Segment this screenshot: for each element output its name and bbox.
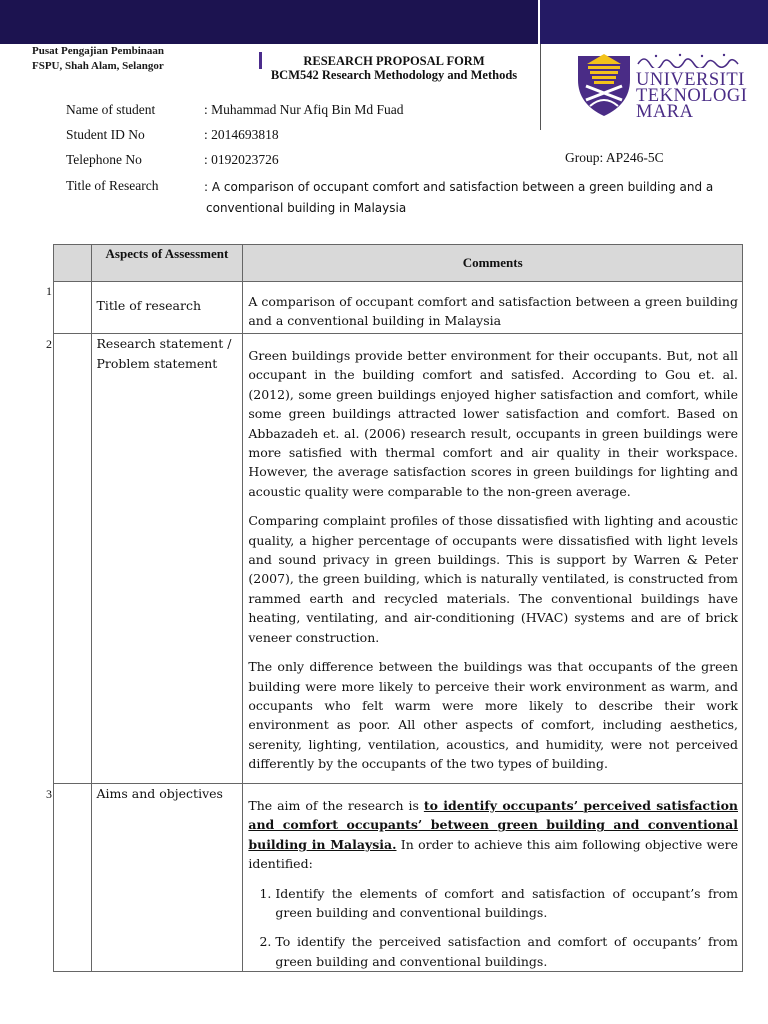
table-row <box>54 282 743 334</box>
aim-paragraph <box>248 796 738 874</box>
institution-block <box>32 44 164 74</box>
header-comments: Comments <box>243 245 743 282</box>
table-row <box>54 334 743 784</box>
research-title-value: : A comparison of occupant comfort and satisfaction between a green building and a <box>204 180 714 194</box>
row-blank-cell <box>54 784 92 972</box>
aspect-problem-statement: Research statement / Problem statement <box>91 334 243 784</box>
form-title-block <box>250 54 538 82</box>
crest-icon <box>574 50 634 118</box>
jawi-script-icon <box>636 52 740 68</box>
list-item: 1. Identify the elements of comfort and satisfaction of occupant’s from green building and conventional buildings. <box>275 884 738 923</box>
aim-suffix: In order to achieve this aim following objective were identified: <box>248 836 738 872</box>
form-title: RESEARCH PROPOSAL FORM <box>303 54 485 68</box>
header-divider-line <box>540 44 541 130</box>
objectives-list <box>248 884 738 972</box>
aspect-aims-objectives: Aims and objectives <box>91 784 243 972</box>
row-number-3: 3 <box>46 787 52 801</box>
logo-line-1: UNIVERSITI <box>636 70 745 90</box>
header-blank-cell <box>54 245 92 282</box>
table-header-row <box>54 245 743 282</box>
logo-line-3: MARA <box>636 102 694 122</box>
aspect-title-of-research: Title of research <box>91 282 243 334</box>
header-banner <box>0 0 768 44</box>
aim-statement: to identify occupants’ perceived satisfaction and comfort occupants’ between green building and conventional building in Malaysia. <box>248 798 738 852</box>
telephone-label: Telephone No <box>66 152 142 167</box>
logo-line-2: TEKNOLOGI <box>636 86 748 106</box>
header-aspects: Aspects of Assessment <box>91 245 243 282</box>
header-banner-segment <box>540 0 768 44</box>
row-blank-cell <box>54 282 92 334</box>
institution-line2: FSPU, Shah Alam, Selangor <box>32 60 164 72</box>
research-title-label: Title of Research <box>66 178 159 193</box>
group-code: Group: AP246-5C <box>565 150 664 165</box>
university-name <box>636 72 747 120</box>
assessment-table <box>53 244 743 972</box>
list-item: 2. To identify the perceived satisfaction and comfort of occupants’ from green building and conventional buildings. <box>275 932 738 971</box>
row-blank-cell <box>54 334 92 784</box>
research-title-value-cont: conventional building in Malaysia <box>206 201 407 215</box>
comment-title-of-research: A comparison of occupant comfort and satisfaction between a green building and a conventional building in Malaysia <box>243 282 743 334</box>
problem-paragraph-1: Green buildings provide better environment for their occupants. But, not all occupant in the building comfort and satisfed. According to Gou et. al. (2012), some green buildings enjoyed higher satisfaction and comfort, while some green buildings attracted lower satisfaction and comfort. Based on Abbazadeh et. al. (2006) research result, occupants in green buildings were more satisfied with thermal comfort and air quality in their workspace. However, the average satisfaction scores in green buildings for lighting and acoustic quality were comparable to the non-green average. <box>248 348 738 499</box>
problem-paragraph-3: The only difference between the buildings was that occupants of the green building were more likely to perceive their work environment as warm, and occupants who felt warm were more likely to describe their work environment as poor. All other aspects of comfort, including aesthetics, serenity, lighting, ventilation, acoustics, and humidity, were not perceived differently by the occupants of the two types of building. <box>248 659 738 772</box>
student-id-label: Student ID No <box>66 127 145 142</box>
problem-paragraph-2: Comparing complaint profiles of those dissatisfied with lighting and acoustic quality, a higher percentage of occupants were dissatisfied with light levels and sound privacy in green buildings. This is support by Warren & Peter (2007), the green building, which is naturally ventilated, is constructed from rammed earth and recycled materials. The conventional buildings have heating, ventilating, and air-conditioning (HVAC) systems and are of brick veneer construction. <box>248 513 738 645</box>
student-name-label: Name of student <box>66 102 156 117</box>
comment-aims-objectives <box>243 784 743 972</box>
telephone-value: : 0192023726 <box>204 152 279 167</box>
student-id-value: : 2014693818 <box>204 127 279 142</box>
row-number-1: 1 <box>46 284 52 298</box>
aim-prefix: The aim of the research is <box>248 798 424 813</box>
table-row <box>54 784 743 972</box>
row-number-2: 2 <box>46 337 52 351</box>
student-name-value: : Muhammad Nur Afiq Bin Md Fuad <box>204 102 404 117</box>
institution-line1: Pusat Pengajian Pembinaan <box>32 45 165 57</box>
header-banner-divider <box>538 0 540 44</box>
comment-problem-statement <box>243 334 743 784</box>
course-title: BCM542 Research Methodology and Methods <box>270 68 518 82</box>
